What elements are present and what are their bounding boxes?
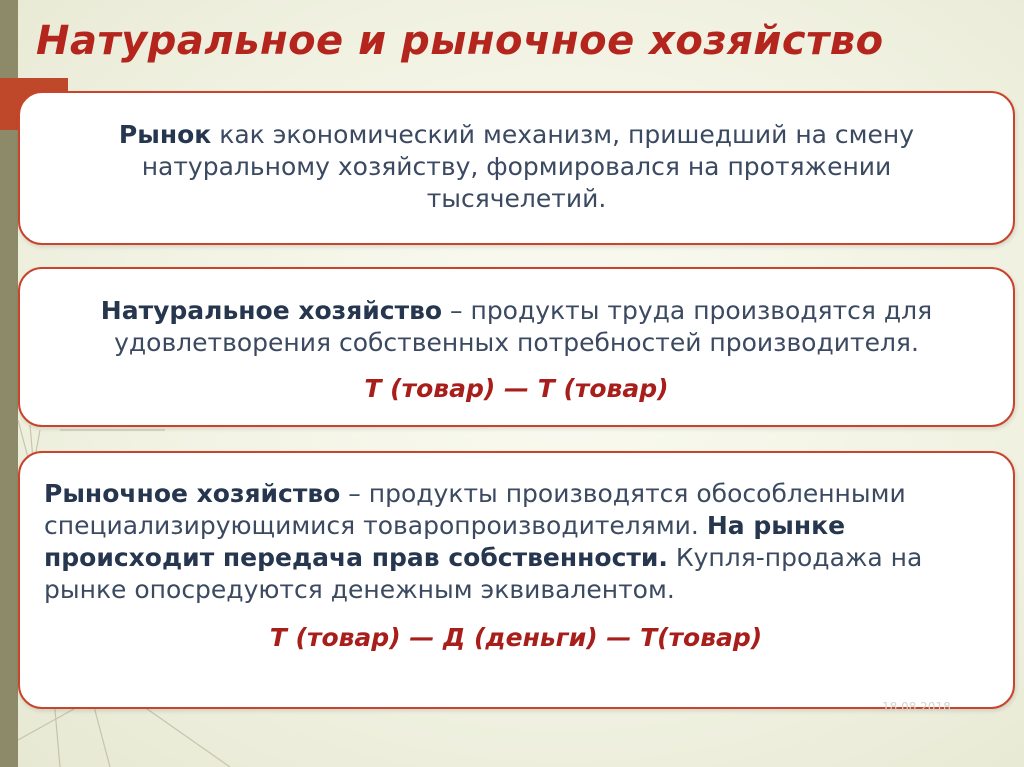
card-market xyxy=(18,91,1015,245)
term-market: Рынок xyxy=(118,120,212,149)
term-market-economy: Рыночное хозяйство xyxy=(44,479,341,508)
market-economy-definition: – продукты производятся обособленными специализирующимися товаропроизводителями. xyxy=(44,479,906,540)
market-economy-emphasis: На рынке происходит передача прав собственности. xyxy=(44,511,846,572)
term-natural-economy: Натуральное хозяйство xyxy=(100,296,443,325)
market-economy-definition-end: Купля-продажа на рынке опосредуются денежным эквивалентом. xyxy=(44,543,923,604)
natural-economy-formula: Т (товар) — Т (товар) xyxy=(364,374,669,403)
slide-date: 18.08.2018 xyxy=(882,700,951,714)
card-natural-economy xyxy=(18,267,1015,427)
market-economy-formula: Т (товар) — Д (деньги) — Т(товар) xyxy=(269,623,763,652)
card-market-economy xyxy=(18,451,1015,709)
slide-title: Натуральное и рыночное хозяйство xyxy=(36,18,884,64)
natural-economy-definition: – продукты труда производятся для удовлетворения собственных потребностей производителя. xyxy=(114,296,933,357)
market-definition: как экономический механизм, пришедший на смену натуральному хозяйству, формировался на протяжении тысячелетий. xyxy=(141,120,915,213)
